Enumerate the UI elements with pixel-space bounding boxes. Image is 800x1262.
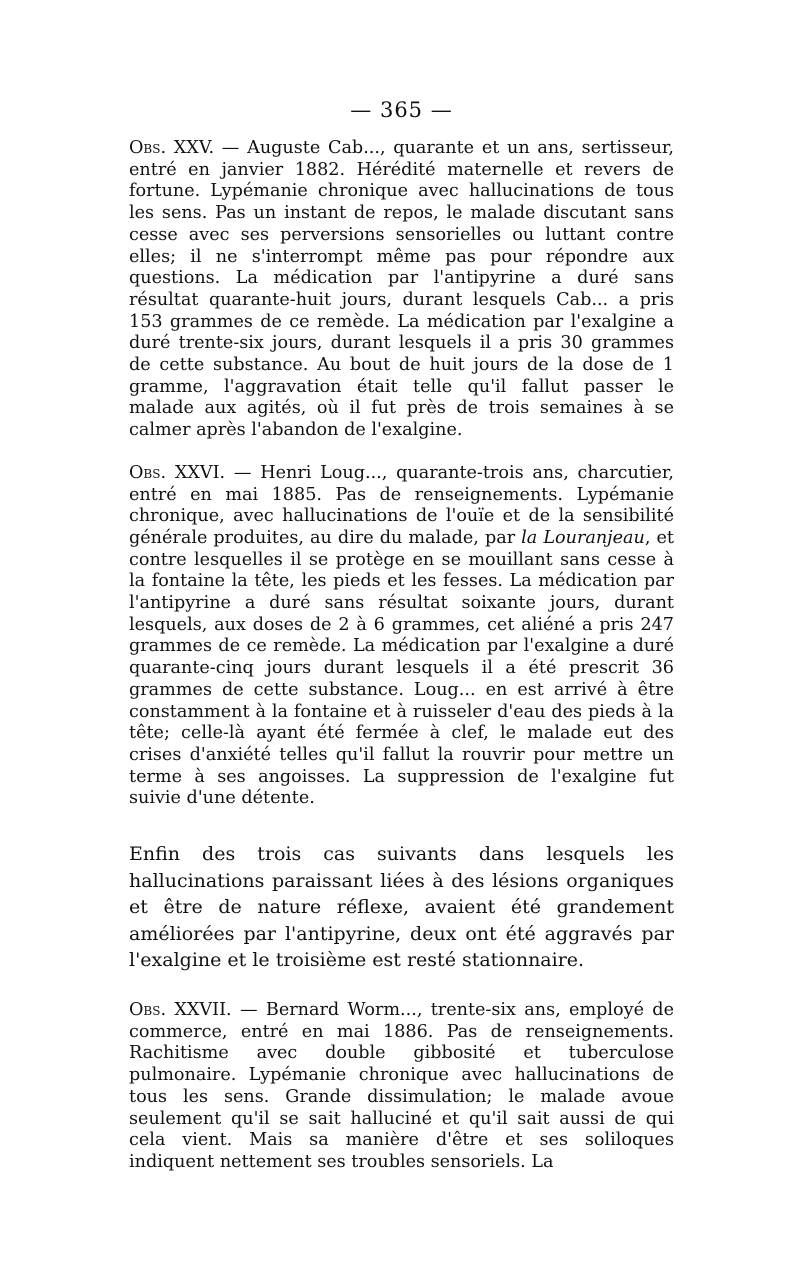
observation-xxvii [129,1000,674,1174]
observation-xxvi [129,463,674,810]
observation-italic-name: la Louranjeau [521,527,645,548]
observation-label: Obs. XXV. [129,138,215,158]
observation-text-before: — Henri Loug..., quarante-trois ans, charcutier, entré en mai 1885. Pas de renseignements. Lypémanie chronique, avec hallucinations de l'ouïe et de la sensibilité générale produites, au dire du malade, par [129,462,675,548]
intro-paragraph: Enfin des trois cas suivants dans lesquels les hallucinations paraissant liées à des lésions organiques et être de nature réflexe, avaient été grandement améliorées par l'antipyrine, deux ont été aggravés par l'exalgine et le troisième est resté stationnaire. [129,843,674,972]
observation-text-after: , et contre lesquelles il se protège en se mouillant sans cesse à la fontaine la tête, les pieds et les fesses. La médication par l'antipyrine a duré sans résultat soixante jours, durant lesquels, aux doses de 2 à 6 grammes, cet aliéné a pris 247 grammes de ce remède. La médication par l'exalgine a duré quarante-cinq jours durant lesquels il a été prescrit 36 grammes de cette substance. Loug... en est arrivé à être constamment à la fontaine et à ruisseler d'eau des pieds à la tête; celle-là ayant été fermée à clef, le malade eut des crises d'anxiété telles qu'il fallut la rouvrir pour mettre un terme à ses angoisses. La suppression de l'exalgine fut suivie d'une détente. [129,527,675,809]
observation-label: Obs. XXVI. [129,462,226,483]
observation-xxv [129,138,674,442]
page-number: — 365 — [350,98,453,122]
observation-label: Obs. XXVII. [129,1000,232,1021]
observation-text: — Bernard Worm..., trente-six ans, employé de commerce, entré en mai 1886. Pas de renseignements. Rachitisme avec double gibbosité et tuberculose pulmonaire. Lypémanie chronique avec hallucinations de tous les sens. Grande dissimulation; le malade avoue seulement qu'il se sait halluciné et qu'il sait aussi de qui cela vient. Mais sa manière d'être et ses soliloques indiquent nettement ses troubles sensoriels. La [129,1000,674,1172]
observation-text: — Auguste Cab..., quarante et un ans, sertisseur, entré en janvier 1882. Hérédité maternelle et revers de fortune. Lypémanie chronique avec hallucinations de tous les sens. Pas un instant de repos, le malade discutant sans cesse avec ses perversions sensorielles ou luttant contre elles; il ne s'interrompt même pas pour répondre aux questions. La médication par l'antipyrine a duré sans résultat quarante-huit jours, durant lesquels Cab... a pris 153 grammes de ce remède. La médication par l'exalgine a duré trente-six jours, durant lesquels il a pris 30 grammes de cette substance. Au bout de huit jours de la dose de 1 gramme, l'aggravation était telle qu'il fallut passer le malade aux agités, où il fut près de trois semaines à se calmer après l'abandon de l'exalgine. [129,138,674,441]
document-page [129,98,674,1174]
